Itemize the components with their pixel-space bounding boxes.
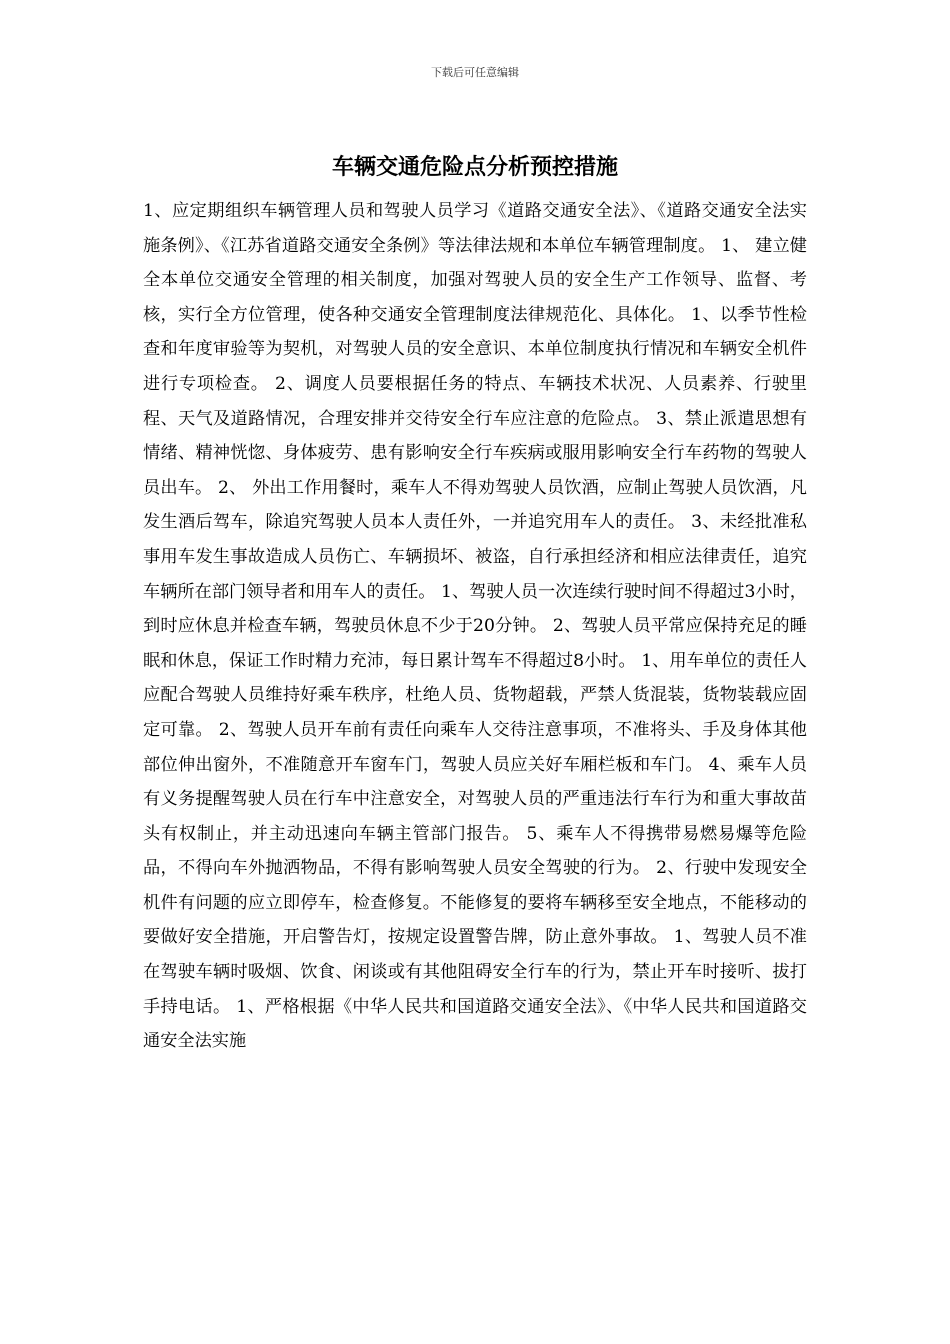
document-body: 1、应定期组织车辆管理人员和驾驶人员学习《道路交通安全法》、《道路交通安全法实施条例》、《江苏省道路交通安全条例》等法律法规和本单位车辆管理制度。 1、 建立健全本单位交通安全管理的相关制度，加强对驾驶人员的安全生产工作领导、监督、考核，实行全方位管理，使各种交通安全管理制度法律规范化、具体化。 1、以季节性检查和年度审验等为契机，对驾驶人员的安全意识、本单位制度执行情况和车辆安全机件进行专项检查。 2、调度人员要根据任务的特点、车辆技术状况、人员素养、行驶里程、天气及道路情况，合理安排并交待安全行车应注意的危险点。 3、禁止派遣思想有情绪、精神恍惚、身体疲劳、患有影响安全行车疾病或服用影响安全行车药物的驾驶人员出车。 2、 外出工作用餐时，乘车人不得劝驾驶人员饮酒，应制止驾驶人员饮酒，凡发生酒后驾车，除追究驾驶人员本人责任外，一并追究用车人的责任。 3、未经批准私事用车发生事故造成人员伤亡、车辆损坏、被盗，自行承担经济和相应法律责任，追究车辆所在部门领导者和用车人的责任。 1、驾驶人员一次连续行驶时间不得超过3小时，到时应休息并检查车辆，驾驶员休息不少于20分钟。 2、驾驶人员平常应保持充足的睡眠和休息，保证工作时精力充沛，每日累计驾车不得超过8小时。 1、用车单位的责任人应配合驾驶人员维持好乘车秩序，杜绝人员、货物超载，严禁人货混装，货物装载应固定可靠。 2、驾驶人员开车前有责任向乘车人交待注意事项，不准将头、手及身体其他部位伸出窗外，不准随意开车窗车门，驾驶人员应关好车厢栏板和车门。 4、乘车人员有义务提醒驾驶人员在行车中注意安全，对驾驶人员的严重违法行车行为和重大事故苗头有权制止，并主动迅速向车辆主管部门报告。 5、乘车人不得携带易燃易爆等危险品，不得向车外抛洒物品，不得有影响驾驶人员安全驾驶的行为。 2、行驶中发现安全机件有问题的应立即停车，检查修复。不能修复的要将车辆移至安全地点，不能移动的要做好安全措施，开启警告灯，按规定设置警告牌，防止意外事故。 1、驾驶人员不准在驾驶车辆时吸烟、饮食、闲谈或有其他阻碍安全行车的行为，禁止开车时接听、拔打手持电话。 1、严格根据《中华人民共和国道路交通安全法》、《中华人民共和国道路交通安全法实施 [143,201,807,1052]
header-note: 下载后可任意编辑 [431,66,519,79]
document-title: 车辆交通危险点分析预控措施 [331,154,618,180]
